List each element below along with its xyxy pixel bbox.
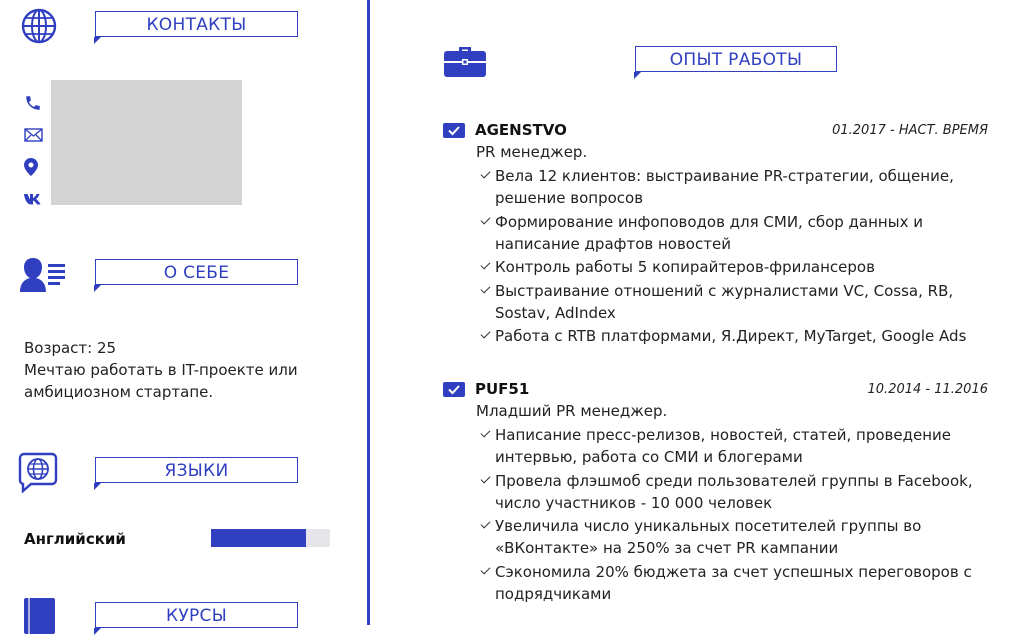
- list-item: Формирование инфоповодов для СМИ, сбор данных и написание драфтов новостей: [480, 211, 988, 255]
- job-header: [443, 378, 988, 400]
- about-text-block: [24, 337, 324, 403]
- list-item: Вела 12 клиентов: выстраивание PR-стратегии, общение, решение вопросов: [480, 165, 988, 209]
- list-item: Сэкономила 20% бюджета за счет успешных переговоров с подрядчиками: [480, 561, 988, 605]
- job-role: Младший PR менеджер.: [476, 402, 668, 420]
- language-level-fill: [211, 529, 306, 547]
- list-item: Выстраивание отношений с журналистами VC, Cossa, RB, Sostav, AdIndex: [480, 280, 988, 324]
- profile-icon: [16, 257, 68, 293]
- vk-icon: [24, 193, 44, 205]
- briefcase-icon: [444, 44, 486, 78]
- job-dates: 10.2014 - 11.2016: [867, 381, 988, 397]
- company-name: PUF51: [475, 380, 530, 398]
- location-icon: [24, 158, 38, 176]
- job-entry-puf51: [443, 378, 988, 606]
- job-header: [443, 119, 988, 141]
- language-name: Английский: [24, 530, 126, 548]
- job-dates: 01.2017 - НАСТ. ВРЕМЯ: [832, 122, 988, 138]
- language-bubble-icon: [17, 451, 59, 493]
- about-section-title: О СЕБЕ: [95, 259, 298, 285]
- contact-details-placeholder: [51, 80, 242, 205]
- book-icon: [24, 598, 55, 634]
- job-achievements: [480, 424, 988, 605]
- age: Возраст: 25: [24, 339, 117, 357]
- job-entry-agenstvo: [443, 119, 988, 349]
- language-level-bar: [211, 529, 330, 547]
- list-item: Увеличила число уникальных посетителей группы во «ВКонтакте» на 250% за счет PR кампании: [480, 515, 988, 559]
- job-achievements: [480, 165, 988, 347]
- experience-section-title: ОПЫТ РАБОТЫ: [635, 46, 837, 72]
- courses-section-title: КУРСЫ: [95, 602, 298, 628]
- phone-icon: [24, 94, 42, 112]
- column-divider: [367, 0, 370, 625]
- contact-icon-list: [24, 87, 46, 215]
- list-item: Провела флэшмоб среди пользователей группы в Facebook, число участников - 10 000 человек: [480, 470, 988, 514]
- check-icon: [443, 123, 465, 138]
- mail-icon: [24, 128, 43, 142]
- job-role: PR менеджер.: [476, 143, 588, 161]
- list-item: Написание пресс-релизов, новостей, статей, проведение интервью, работа со СМИ и блогерами: [480, 424, 988, 468]
- globe-icon: [20, 7, 58, 45]
- company-name: AGENSTVO: [475, 121, 567, 139]
- about-description: Мечтаю работать в IT-проекте или амбициозном стартапе.: [24, 361, 298, 401]
- languages-section-title: ЯЗЫКИ: [95, 457, 298, 483]
- list-item: Контроль работы 5 копирайтеров-фрилансеров: [480, 256, 988, 278]
- list-item: Работа с RTB платформами, Я.Директ, MyTarget, Google Ads: [480, 325, 988, 347]
- contacts-section-title: КОНТАКТЫ: [95, 11, 298, 37]
- check-icon: [443, 382, 465, 397]
